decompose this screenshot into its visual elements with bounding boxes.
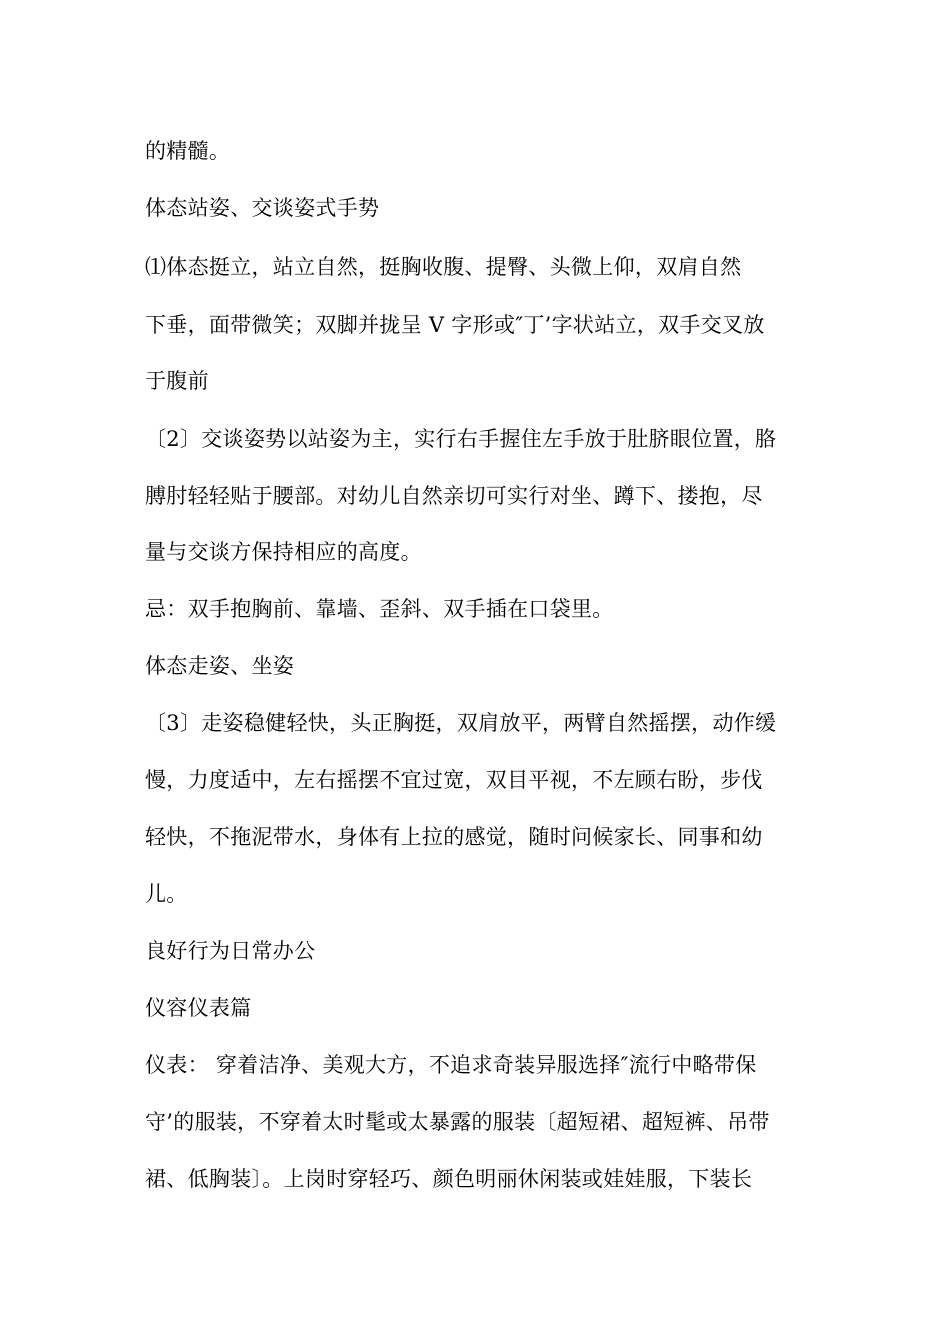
text-line-17: 仪表： 穿着洁净、美观大方，不追求奇装异服选择″流行中略带保 bbox=[145, 1053, 757, 1077]
text-line-18: 守’的服装，不穿着太时髦或太暴露的服装〔超短裙、超短裤、吊带 bbox=[145, 1110, 770, 1134]
text-line-5: 于腹前 bbox=[145, 369, 209, 393]
text-line-19: 裙、低胸装〕。上岗时穿轻巧、颜色明丽休闲装或娃娃服，下装长 bbox=[145, 1167, 753, 1191]
text-line-9: 忌：双手抱胸前、靠墙、歪斜、双手插在口袋里。 bbox=[145, 597, 614, 621]
text-line-7: 膊肘轻轻贴于腰部。对幼儿自然亲切可实行对坐、蹲下、搂抱，尽 bbox=[145, 484, 763, 508]
heading-appearance: 仪容仪表篇 bbox=[145, 996, 252, 1020]
text-line-4: 下垂，面带微笑；双脚并拢呈 V 字形或″丁’字状站立，双手交叉放 bbox=[145, 313, 765, 337]
heading-daily-office: 良好行为日常办公 bbox=[145, 939, 316, 963]
text-line-13: 轻快，不拖泥带水，身体有上拉的感觉，随时问候家长、同事和幼 bbox=[145, 825, 763, 849]
text-line-14: 儿。 bbox=[145, 882, 188, 906]
text-line-8: 量与交谈方保持相应的高度。 bbox=[145, 540, 422, 564]
text-line-1: 的精髓。 bbox=[145, 139, 231, 163]
text-line-3: ⑴体态挺立，站立自然，挺胸收腹、提臀、头微上仰，双肩自然 bbox=[145, 255, 742, 279]
text-line-12: 慢，力度适中，左右摇摆不宜过宽，双目平视，不左顾右盼，步伐 bbox=[145, 768, 763, 792]
text-line-11: 〔3〕走姿稳健轻快，头正胸挺，双肩放平，两臂自然摇摆，动作缓 bbox=[145, 711, 777, 735]
heading-standing-posture: 体态站姿、交谈姿式手势 bbox=[145, 196, 380, 220]
heading-walking-posture: 体态走姿、坐姿 bbox=[145, 654, 295, 678]
text-line-6: 〔2〕交谈姿势以站姿为主，实行右手握住左手放于肚脐眼位置，胳 bbox=[145, 427, 777, 451]
